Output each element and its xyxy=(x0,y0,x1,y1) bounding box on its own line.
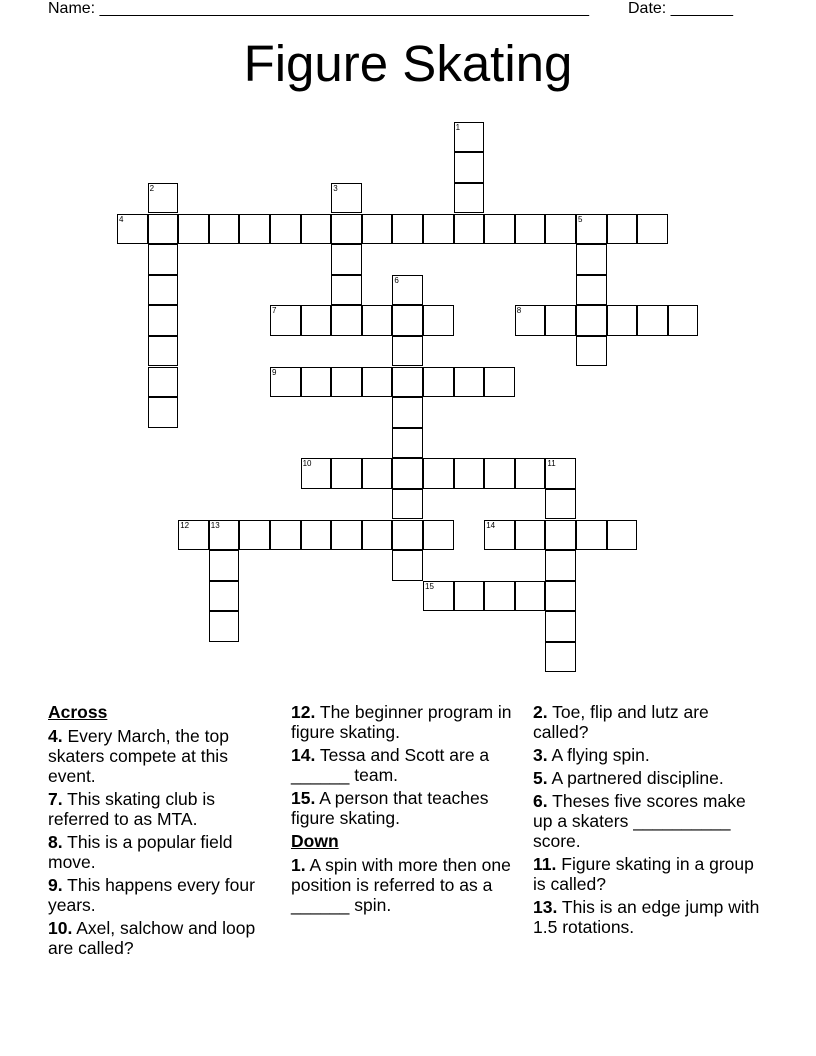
grid-cell[interactable] xyxy=(270,214,301,245)
grid-cell[interactable] xyxy=(392,428,423,459)
grid-cell[interactable] xyxy=(331,214,362,245)
down-heading: Down xyxy=(291,831,339,851)
grid-cell[interactable] xyxy=(270,520,301,551)
grid-cell[interactable] xyxy=(209,581,240,612)
clue-number-label: 10 xyxy=(302,459,312,469)
grid-cell[interactable] xyxy=(362,520,393,551)
grid-cell[interactable] xyxy=(362,214,393,245)
grid-cell[interactable] xyxy=(454,122,485,153)
grid-cell[interactable] xyxy=(484,520,515,551)
grid-cell[interactable] xyxy=(239,214,270,245)
grid-cell[interactable] xyxy=(392,367,423,398)
clue-down-1: 1. A spin with more then one position is referred to as a ______ spin. xyxy=(291,855,511,915)
clue-down-11: 11. Figure skating in a group is called? xyxy=(533,854,754,894)
grid-cell[interactable] xyxy=(331,183,362,214)
grid-cell[interactable] xyxy=(331,520,362,551)
grid-cell[interactable] xyxy=(209,611,240,642)
grid-cell[interactable] xyxy=(301,458,332,489)
grid-cell[interactable] xyxy=(423,367,454,398)
grid-cell[interactable] xyxy=(331,458,362,489)
grid-cell[interactable] xyxy=(515,214,546,245)
clue-across-8: 8. This is a popular field move. xyxy=(48,832,233,872)
grid-cell[interactable] xyxy=(454,152,485,183)
grid-cell[interactable] xyxy=(545,214,576,245)
grid-cell[interactable] xyxy=(148,244,179,275)
grid-cell[interactable] xyxy=(331,244,362,275)
grid-cell[interactable] xyxy=(423,581,454,612)
grid-cell[interactable] xyxy=(607,520,638,551)
grid-cell[interactable] xyxy=(668,305,699,336)
clue-number-label: 3 xyxy=(333,183,338,193)
grid-cell[interactable] xyxy=(515,520,546,551)
clue-down-3: 3. A flying spin. xyxy=(533,745,650,765)
clue-across-7: 7. This skating club is referred to as MTA. xyxy=(48,789,215,829)
clue-number-label: 12 xyxy=(180,520,190,530)
grid-cell[interactable] xyxy=(576,214,607,245)
grid-cell[interactable] xyxy=(301,214,332,245)
grid-cell[interactable] xyxy=(331,305,362,336)
grid-cell[interactable] xyxy=(637,305,668,336)
grid-cell[interactable] xyxy=(423,305,454,336)
clue-down-5: 5. A partnered discipline. xyxy=(533,768,724,788)
clues-column-2 xyxy=(291,702,525,918)
grid-cell[interactable] xyxy=(607,305,638,336)
grid-cell[interactable] xyxy=(545,520,576,551)
grid-cell[interactable] xyxy=(454,458,485,489)
clue-across-15: 15. A person that teaches figure skating. xyxy=(291,788,489,828)
grid-cell[interactable] xyxy=(545,458,576,489)
grid-cell[interactable] xyxy=(484,458,515,489)
grid-cell[interactable] xyxy=(576,244,607,275)
clue-number-label: 13 xyxy=(210,520,220,530)
grid-cell[interactable] xyxy=(392,520,423,551)
clue-number-label: 9 xyxy=(272,367,277,377)
grid-cell[interactable] xyxy=(576,336,607,367)
clue-across-14: 14. Tessa and Scott are a ______ team. xyxy=(291,745,490,785)
grid-cell[interactable] xyxy=(392,397,423,428)
clue-number-label: 7 xyxy=(272,306,277,316)
across-heading: Across xyxy=(48,702,108,722)
grid-cell[interactable] xyxy=(209,520,240,551)
grid-cell[interactable] xyxy=(301,305,332,336)
grid-cell[interactable] xyxy=(545,489,576,520)
grid-cell[interactable] xyxy=(607,214,638,245)
clue-number-label: 11 xyxy=(547,459,556,469)
grid-cell[interactable] xyxy=(423,520,454,551)
grid-cell[interactable] xyxy=(270,305,301,336)
clue-across-10: 10. Axel, salchow and loop are called? xyxy=(48,918,256,958)
grid-cell[interactable] xyxy=(270,367,301,398)
grid-cell[interactable] xyxy=(545,581,576,612)
grid-cell[interactable] xyxy=(178,214,209,245)
grid-cell[interactable] xyxy=(178,520,209,551)
grid-cell[interactable] xyxy=(301,367,332,398)
grid-cell[interactable] xyxy=(392,489,423,520)
grid-cell[interactable] xyxy=(148,183,179,214)
grid-cell[interactable] xyxy=(392,336,423,367)
grid-cell[interactable] xyxy=(331,275,362,306)
grid-cell[interactable] xyxy=(148,336,179,367)
grid-cell[interactable] xyxy=(117,214,148,245)
clue-down-6: 6. Theses five scores make up a skaters __________ score. xyxy=(533,791,746,851)
clue-number-label: 14 xyxy=(486,520,496,530)
grid-cell[interactable] xyxy=(545,611,576,642)
grid-cell[interactable] xyxy=(576,305,607,336)
grid-cell[interactable] xyxy=(515,305,546,336)
name-field-line: Name: _______________________________________________________ xyxy=(48,0,589,17)
clue-number-label: 4 xyxy=(119,214,124,224)
grid-cell[interactable] xyxy=(239,520,270,551)
grid-cell[interactable] xyxy=(576,275,607,306)
grid-cell[interactable] xyxy=(392,458,423,489)
clue-number-label: 5 xyxy=(578,214,583,224)
clue-across-12: 12. The beginner program in figure skating. xyxy=(291,702,512,742)
grid-cell[interactable] xyxy=(637,214,668,245)
clues-column-3 xyxy=(533,702,765,940)
grid-cell[interactable] xyxy=(148,214,179,245)
clue-down-2: 2. Toe, flip and lutz are called? xyxy=(533,702,709,742)
grid-cell[interactable] xyxy=(515,458,546,489)
page-title: Figure Skating xyxy=(243,35,573,92)
grid-cell[interactable] xyxy=(515,581,546,612)
clue-number-label: 6 xyxy=(394,275,399,285)
clue-number-label: 15 xyxy=(425,581,434,591)
grid-cell[interactable] xyxy=(392,550,423,581)
grid-cell[interactable] xyxy=(392,214,423,245)
grid-cell[interactable] xyxy=(331,367,362,398)
grid-cell[interactable] xyxy=(545,642,576,673)
grid-cell[interactable] xyxy=(301,520,332,551)
grid-cell[interactable] xyxy=(362,458,393,489)
clues-column-1 xyxy=(48,702,278,961)
grid-cell[interactable] xyxy=(484,214,515,245)
grid-cell[interactable] xyxy=(209,214,240,245)
grid-cell[interactable] xyxy=(484,581,515,612)
grid-cell[interactable] xyxy=(454,183,485,214)
grid-cell[interactable] xyxy=(392,275,423,306)
clue-number-label: 8 xyxy=(516,306,522,316)
grid-cell[interactable] xyxy=(148,397,179,428)
grid-cell[interactable] xyxy=(148,275,179,306)
clue-across-4: 4. Every March, the top skaters compete at this event. xyxy=(48,726,229,786)
grid-cell[interactable] xyxy=(423,458,454,489)
clue-across-9: 9. This happens every four years. xyxy=(48,875,255,915)
grid-cell[interactable] xyxy=(423,214,454,245)
grid-cell[interactable] xyxy=(148,367,179,398)
grid-cell[interactable] xyxy=(362,305,393,336)
grid-cell[interactable] xyxy=(454,581,485,612)
grid-cell[interactable] xyxy=(576,520,607,551)
grid-cell[interactable] xyxy=(392,305,423,336)
grid-cell[interactable] xyxy=(545,550,576,581)
grid-cell[interactable] xyxy=(545,305,576,336)
grid-cell[interactable] xyxy=(209,550,240,581)
grid-cell[interactable] xyxy=(454,367,485,398)
grid-cell[interactable] xyxy=(454,214,485,245)
clue-number-label: 2 xyxy=(149,183,155,193)
grid-cell[interactable] xyxy=(484,367,515,398)
clue-number-label: 1 xyxy=(455,122,461,132)
date-field-line: Date: _______ xyxy=(628,0,733,17)
clue-down-13: 13. This is an edge jump with 1.5 rotations. xyxy=(533,897,760,937)
grid-cell[interactable] xyxy=(148,305,179,336)
grid-cell[interactable] xyxy=(362,367,393,398)
